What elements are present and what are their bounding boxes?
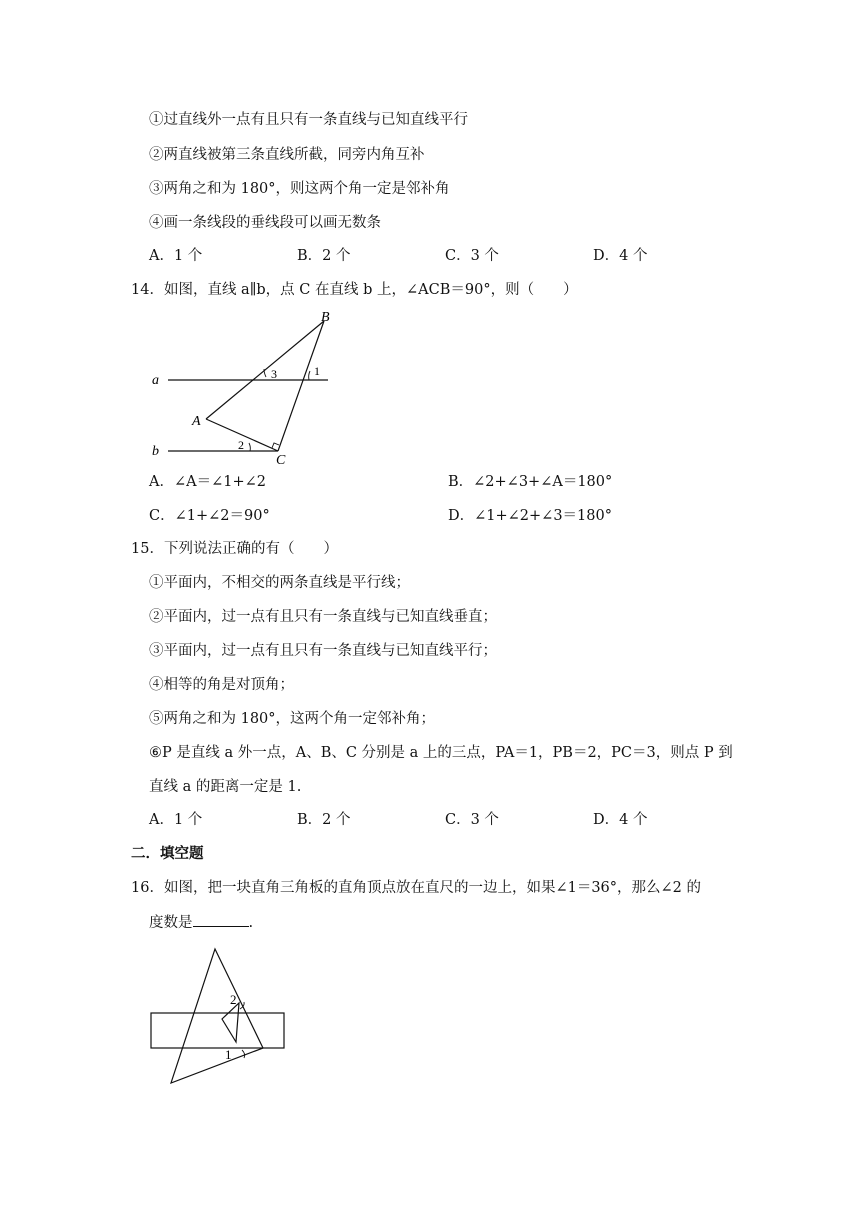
q13-option-c: C．3 个 [445, 248, 499, 264]
label-angle-1: 1 [314, 364, 320, 378]
q14-stem: 14．如图，直线 a∥b，点 C 在直线 b 上，∠ACB＝90°，则（ ） [131, 282, 578, 298]
ruler [151, 1013, 284, 1048]
right-angle-mark [272, 443, 279, 448]
q13-item-1: ①过直线外一点有且只有一条直线与已知直线平行 [149, 112, 468, 128]
q16-stem: 16．如图，把一块直角三角板的直角顶点放在直尺的一边上，如果∠1＝36°，那么∠2 的 [131, 880, 702, 896]
q15-item-4: ④相等的角是对顶角； [149, 677, 294, 693]
label-angle-1: 1 [225, 1047, 232, 1062]
label-a: a [152, 373, 159, 388]
q13-option-d: D．4 个 [593, 248, 648, 264]
answer-blank[interactable] [193, 912, 249, 927]
q15-item-3: ③平面内，过一点有且只有一条直线与已知直线平行； [149, 643, 497, 659]
q15-option-a: A．1 个 [149, 812, 203, 828]
section-heading: 二．填空题 [131, 845, 204, 862]
q15-option-d: D．4 个 [593, 812, 648, 828]
q14-option-b: B．∠2+∠3+∠A＝180° [448, 474, 613, 490]
q15-item-6: ⑥P 是直线 a 外一点，A、B、C 分别是 a 上的三点，PA＝1，PB＝2，PC＝3，则点 P 到 [149, 745, 733, 761]
q16-figure [145, 942, 295, 1092]
q14-option-d: D．∠1+∠2+∠3＝180° [448, 508, 612, 524]
label-angle-2: 2 [230, 992, 237, 1007]
q15-option-b: B．2 个 [297, 812, 351, 828]
q15-item-6-cont: 直线 a 的距离一定是 1. [149, 779, 302, 795]
q13-item-2: ②两直线被第三条直线所截，同旁内角互补 [149, 147, 425, 163]
q15-option-c: C．3 个 [445, 812, 499, 828]
angle-1-arc [242, 1050, 245, 1058]
q16-stem-cont: 度数是 . [149, 912, 253, 933]
q13-option-a: A．1 个 [149, 248, 203, 264]
q14-figure [148, 305, 348, 467]
label-point-c: C [276, 453, 286, 467]
triangle-inner [222, 1003, 239, 1042]
q14-option-a: A．∠A＝∠1+∠2 [149, 474, 266, 490]
label-angle-3: 3 [271, 367, 277, 381]
label-point-a: A [192, 414, 201, 429]
q13-option-b: B．2 个 [297, 248, 351, 264]
triangle-outer [171, 949, 263, 1083]
label-b: b [152, 444, 159, 459]
label-point-b: B [321, 310, 330, 325]
q13-item-4: ④画一条线段的垂线段可以画无数条 [149, 215, 381, 231]
q15-item-1: ①平面内，不相交的两条直线是平行线； [149, 575, 410, 591]
label-angle-2: 2 [238, 438, 244, 452]
q14-option-c: C．∠1+∠2＝90° [149, 508, 270, 524]
angle-2-arc [249, 443, 250, 451]
q15-item-5: ⑤两角之和为 180°，这两个角一定邻补角； [149, 711, 436, 727]
angle-1-arc [309, 371, 310, 380]
q15-stem: 15．下列说法正确的有（ ） [131, 541, 338, 557]
q15-item-2: ②平面内，过一点有且只有一条直线与已知直线垂直； [149, 609, 497, 625]
q13-item-3: ③两角之和为 180°，则这两个角一定是邻补角 [149, 181, 450, 197]
